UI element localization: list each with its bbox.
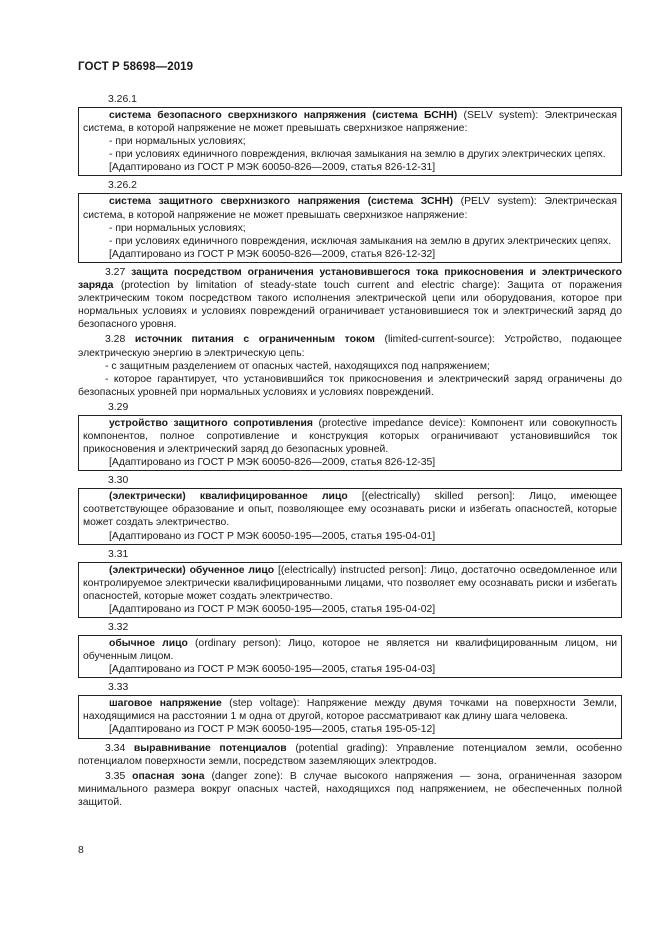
definition-paragraph <box>78 266 622 331</box>
document-header: ГОСТ Р 58698—2019 <box>78 61 194 73</box>
definition-box <box>78 635 622 678</box>
definition-text <box>83 417 617 456</box>
definition-paragraph <box>78 770 622 809</box>
term: выравнивание потенциалов <box>133 742 287 754</box>
definition-paragraph <box>78 742 622 768</box>
term: обычное лицо <box>109 638 188 649</box>
source-reference: [Адаптировано из ГОСТ Р МЭК 60050-195—2005, статья 195-04-01] <box>109 530 436 542</box>
source-reference: [Адаптировано из ГОСТ Р МЭК 60050-195—2005, статья 195-04-03] <box>109 664 436 676</box>
clause-number: 3.33 <box>108 682 129 694</box>
term: (электрически) квалифицированное лицо <box>109 491 348 503</box>
definition-paragraph <box>78 333 622 398</box>
definition-box <box>78 107 622 176</box>
clause-number: 3.26.1 <box>108 94 137 105</box>
list-item: - которое гарантирует, что установившийся ток прикосновения и электрический заряд ограничены до безопасных уровней при нормальных условиях и условиях повреждений. <box>78 373 622 398</box>
definition-text <box>83 637 617 663</box>
source-reference: [Адаптировано из ГОСТ Р МЭК 60050-826—2009, статья 826-12-31] <box>109 162 436 174</box>
source-reference: [Адаптировано из ГОСТ Р МЭК 60050-826—2009, статья 826-12-35] <box>109 457 436 469</box>
definition: (protective impedance device): Компонент или совокупность компонентов, полное сопротивление и конструкция которых ограничивают установившийся ток прикосновения и электрический заряд до безопасных уровней. <box>83 417 617 456</box>
term: источник питания с ограниченным током <box>134 334 375 346</box>
clause-number: 3.35 <box>105 770 126 782</box>
definition-text <box>83 564 617 603</box>
source-reference: [Адаптировано из ГОСТ Р МЭК 60050-195—2005, статья 195-04-02] <box>109 603 436 615</box>
document-body <box>78 93 622 811</box>
clause-number: 3.28 <box>105 334 126 346</box>
definition: (protection by limitation of steady-state touch current and electric charge): Защита от поражения электрическим током посредством такого исполнения электрической цепи или оборудования, которое при нормальных условиях и условиях повреждений ограничивает установившиеся ток и электрический заряд до безопасного уровня. <box>78 280 622 331</box>
term: устройство защитного сопротивления <box>109 417 313 429</box>
clause-number: 3.29 <box>108 401 129 413</box>
definition-box <box>78 488 622 544</box>
clause-number: 3.31 <box>108 548 129 560</box>
definition-text <box>83 490 617 529</box>
definition: (step voltage): Напряжение между двумя точками на поверхности Земли, находящимися на расстоянии 1 м одна от другой, которое рассматривают как длину шага человека. <box>83 698 617 723</box>
definition-text <box>83 697 617 723</box>
definition: [(electrically) skilled person]: Лицо, имеющее соответствующее образование и опыт, позволяющее ему осознавать риски и избегать опасностей, которые может создать электричество. <box>83 491 618 529</box>
term: шаговое напряжение <box>109 698 222 710</box>
term: система защитного сверхнизкого напряжения (система ЗСНН) <box>109 196 454 208</box>
definition: (SELV system): Электрическая система, в которой напряжение не может превышать сверхнизкое напряжение: <box>83 110 617 135</box>
definition: (PELV system): Электрическая система, в которой напряжение не может превышать сверхнизкое напряжение: <box>83 196 617 221</box>
clause-number: 3.34 <box>105 742 126 754</box>
definition-text <box>83 195 617 221</box>
clause-number: 3.27 <box>105 266 126 278</box>
list-item: - с защитным разделением от опасных частей, находящихся под напряжением; <box>105 360 490 372</box>
definition: (limited-current-source): Устройство, подающее электрическую энергию в электрическую цепь: <box>78 334 622 359</box>
clause-number: 3.30 <box>108 475 129 487</box>
term: опасная зона <box>132 770 205 782</box>
definition-box <box>78 415 622 471</box>
definition: [(electrically) instructed person]: Лицо, достаточно осведомленное или контролируемое электрически квалифицированными лицами, что позволяет ему осознавать риски и избегать опасностей, которые может создать электричество. <box>83 564 618 602</box>
definition-box <box>78 562 622 618</box>
term: (электрически) обученное лицо <box>109 564 275 576</box>
definition: (ordinary person): Лицо, которое не является ни квалифицированным лицом, ни обученным лицом. <box>83 638 617 663</box>
term: защита посредством ограничения установившегося тока прикосновения и электрического заряда <box>78 266 622 292</box>
clause-number: 3.32 <box>108 622 129 633</box>
term: система безопасного сверхнизкого напряжения (система БСНН) <box>109 110 458 121</box>
definition: (potential grading): Управление потенциалом земли, особенно потенциалом поверхности земли, посредством заземляющих электродов. <box>78 742 623 767</box>
definition: (danger zone): В случае высокого напряжения — зона, ограниченная зазором минимального размера вокруг опасных частей, находящихся под напряжением, не обеспеченных полной защитой. <box>78 770 623 808</box>
definition-box <box>78 695 622 738</box>
list-item: - при нормальных условиях; <box>109 136 246 148</box>
list-item: - при условиях единичного повреждения, исключая замыкания на землю в других электрических цепях. <box>109 235 612 247</box>
list-item: - при нормальных условиях; <box>109 222 246 234</box>
list-item: - при условиях единичного повреждения, включая замыкания на землю в других электрических цепях. <box>109 149 606 161</box>
page-number: 8 <box>78 845 84 856</box>
definition-text <box>83 109 617 135</box>
clause-number: 3.26.2 <box>108 180 137 192</box>
source-reference: [Адаптировано из ГОСТ Р МЭК 60050-195—2005, статья 195-05-12] <box>109 724 436 736</box>
definition-box <box>78 193 622 262</box>
source-reference: [Адаптировано из ГОСТ Р МЭК 60050-826—2009, статья 826-12-32] <box>109 248 436 260</box>
